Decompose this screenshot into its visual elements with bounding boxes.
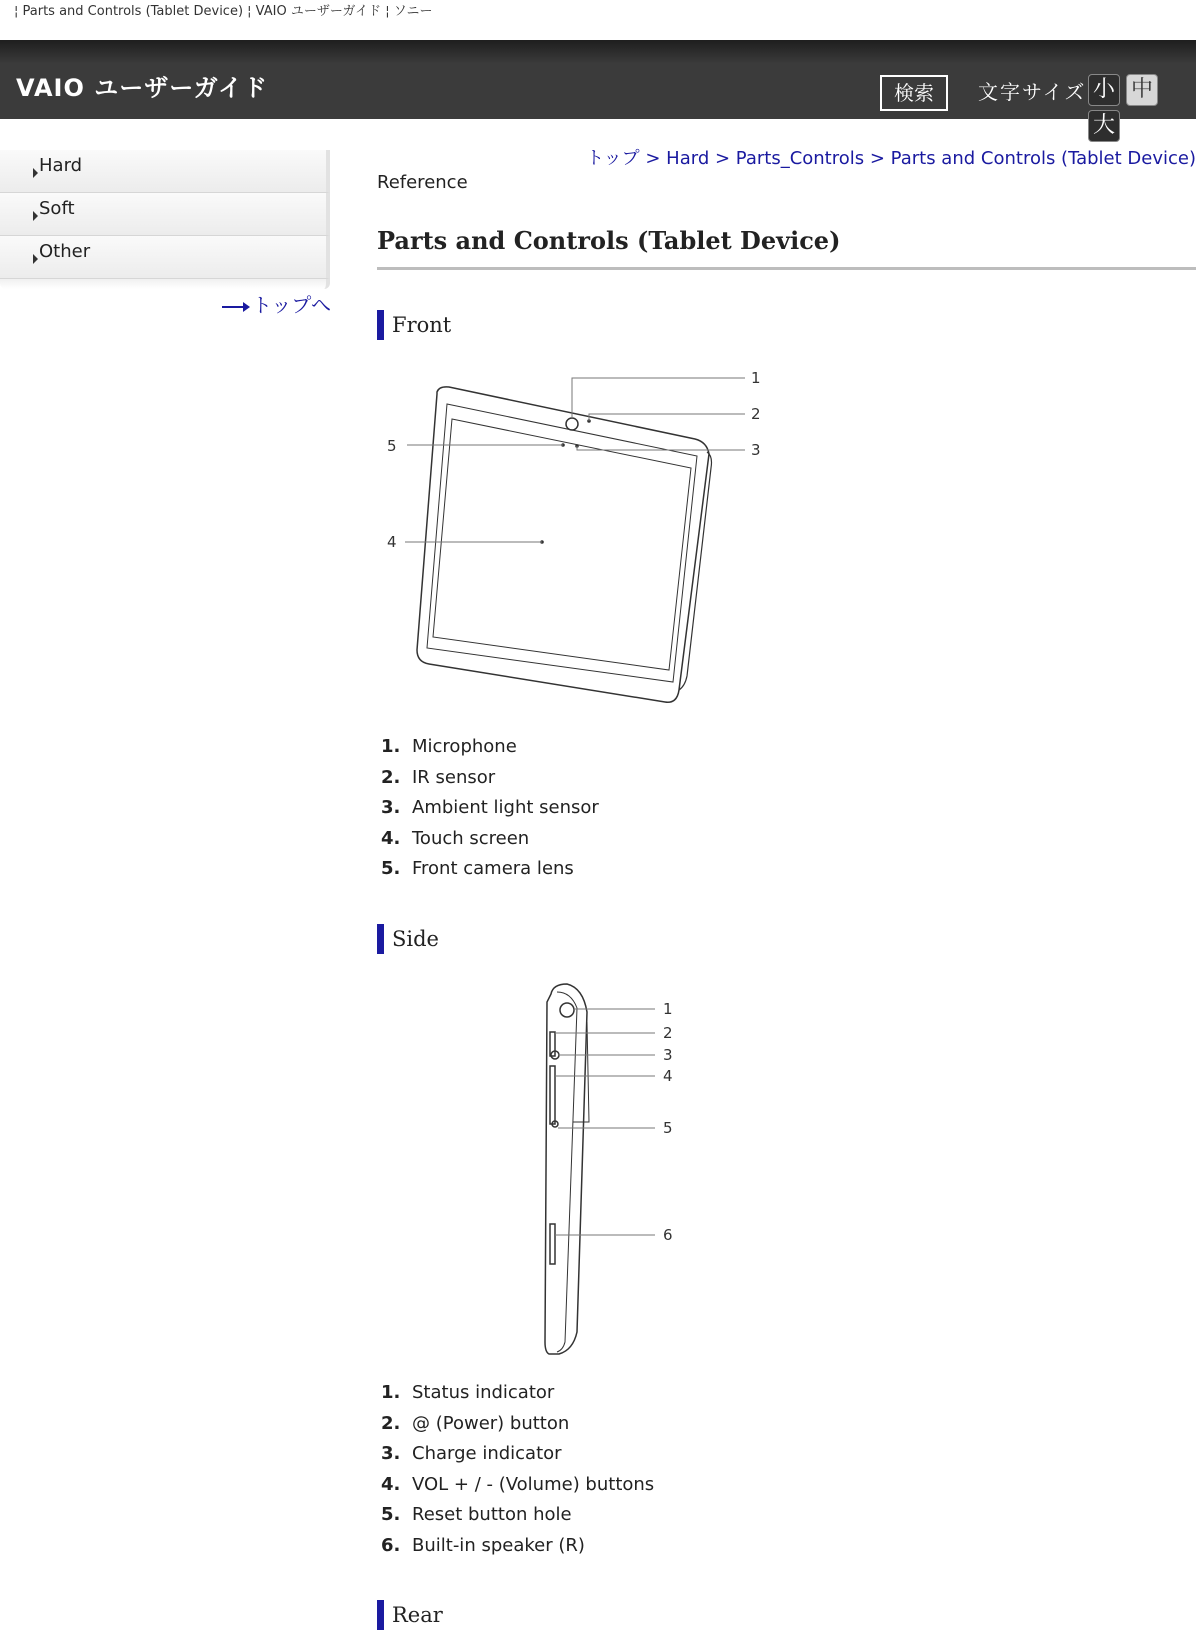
- callout-label: 1: [663, 1000, 673, 1018]
- section-heading-rear: Rear: [377, 1600, 443, 1630]
- text-size-medium-button[interactable]: 中: [1126, 74, 1158, 106]
- page-title: Parts and Controls (Tablet Device): [377, 226, 1196, 270]
- back-to-top-label: トップへ: [252, 293, 331, 317]
- site-header: [0, 40, 1196, 138]
- list-item: 1. Microphone: [381, 736, 517, 757]
- section-heading-side: Side: [377, 924, 439, 954]
- tablet-side-inner: [557, 992, 577, 1352]
- expand-triangle-icon: [33, 168, 38, 178]
- callout-line: [572, 378, 745, 418]
- callout-label: 4: [663, 1067, 673, 1085]
- reference-label: Reference: [377, 172, 468, 193]
- callout-label: 2: [751, 405, 761, 423]
- list-item: 5. Front camera lens: [381, 858, 574, 879]
- arrow-right-icon: [222, 306, 248, 308]
- list-item: 5. Reset button hole: [381, 1504, 572, 1525]
- callout-label: 2: [663, 1024, 673, 1042]
- list-item: 1. Status indicator: [381, 1382, 555, 1403]
- front-parts-list: [381, 732, 599, 885]
- text-size-small-button[interactable]: 小: [1088, 74, 1120, 106]
- tablet-side-outline: [545, 984, 587, 1354]
- breadcrumb-home-link[interactable]: トップ: [586, 148, 640, 169]
- sidebar-nav: [0, 150, 330, 289]
- sidebar-footer: [0, 279, 330, 289]
- microphone-mark: [566, 418, 578, 430]
- site-brand[interactable]: VAIO ユーザーガイド: [16, 74, 269, 102]
- expand-triangle-icon: [33, 254, 38, 264]
- callout-label: 3: [751, 441, 761, 459]
- callout-label: 5: [387, 437, 397, 455]
- list-item: 2. IR sensor: [381, 766, 496, 788]
- callout-label: 4: [387, 533, 397, 551]
- sidebar-item-label: Hard: [39, 155, 83, 176]
- back-to-top-link[interactable]: [222, 289, 331, 318]
- list-item: 6. Built-in speaker (R): [381, 1534, 585, 1556]
- sidebar-item-other[interactable]: [0, 236, 330, 279]
- breadcrumb-separator: >: [639, 148, 667, 169]
- callout-label: 6: [663, 1226, 673, 1244]
- callout-label: 5: [663, 1119, 673, 1137]
- document-title: ¦ Parts and Controls (Tablet Device) ¦ VAIO ユーザーガイド ¦ ソニー: [14, 4, 433, 19]
- breadcrumb-separator: >: [864, 148, 891, 169]
- list-item: 2. @ (Power) button: [381, 1412, 570, 1434]
- breadcrumb-separator: >: [709, 148, 736, 169]
- breadcrumb-hard-link[interactable]: Hard: [666, 148, 710, 169]
- side-diagram: [537, 982, 697, 1358]
- volume-buttons-mark: [550, 1066, 555, 1124]
- text-size-label: 文字サイズ: [978, 80, 1087, 104]
- speaker-mark: [550, 1224, 555, 1264]
- list-item: 4. VOL + / - (Volume) buttons: [381, 1473, 655, 1495]
- status-indicator-mark: [560, 1003, 574, 1017]
- side-parts-list: [381, 1378, 654, 1561]
- search-button[interactable]: 検索: [880, 75, 948, 111]
- sidebar-item-label: Soft: [39, 198, 75, 219]
- touch-screen-area: [433, 419, 691, 670]
- section-heading-front: Front: [377, 310, 451, 340]
- list-item: 4. Touch screen: [381, 827, 530, 849]
- front-diagram: [377, 364, 767, 704]
- callout-label: 1: [751, 369, 761, 387]
- expand-triangle-icon: [33, 211, 38, 221]
- text-size-large-button[interactable]: 大: [1088, 110, 1120, 142]
- list-item: 3. Ambient light sensor: [381, 797, 599, 818]
- sidebar-item-label: Other: [39, 241, 91, 262]
- sidebar-item-hard[interactable]: [0, 150, 330, 193]
- list-item: 3. Charge indicator: [381, 1443, 562, 1464]
- sidebar-item-soft[interactable]: [0, 193, 330, 236]
- callout-label: 3: [663, 1046, 673, 1064]
- breadcrumb-parts-controls-link[interactable]: Parts_Controls: [735, 148, 865, 169]
- breadcrumb: [586, 144, 1196, 170]
- breadcrumb-current: Parts and Controls (Tablet Device): [890, 148, 1196, 169]
- callout-line: [589, 414, 745, 421]
